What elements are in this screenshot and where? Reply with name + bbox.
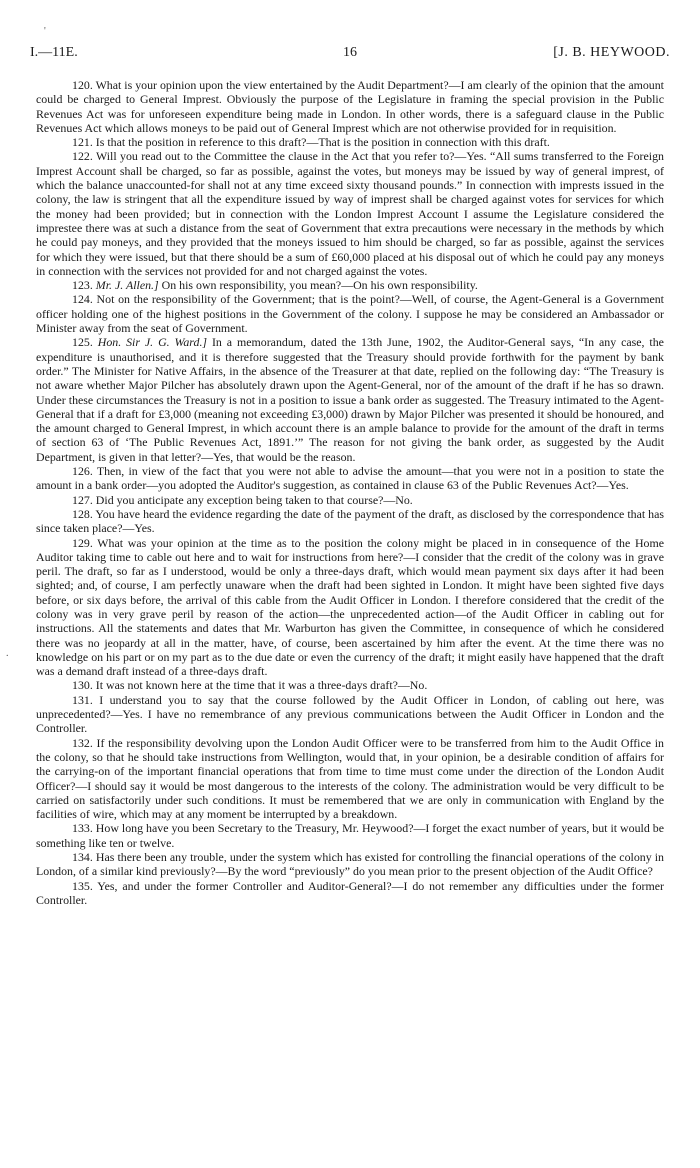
question-number: 123. — [72, 278, 93, 293]
question-text: Then, in view of the fact that you were not able to advise the amount—that you were not in a position to state the amount in a bank order—you adopted the Auditor's suggestion, as contained in clause 63 of the Public Revenues Act?—Yes. — [36, 464, 664, 493]
question-number: 133. — [72, 821, 93, 836]
question-paragraph — [36, 149, 664, 278]
margin-mark-top: ' — [44, 26, 46, 37]
question-paragraph — [36, 693, 664, 736]
question-paragraph — [36, 278, 664, 292]
question-text: On his own responsibility, you mean?—On his own responsibility. — [161, 278, 478, 293]
question-text: Has there been any trouble, under the system which has existed for controlling the financial operations of the colony in London, of a similar kind previously?—By the word “previously” do you mean prior to the present objection of the Audit Office? — [36, 850, 664, 879]
page-number: 16 — [343, 45, 357, 60]
question-number: 128. — [72, 506, 93, 521]
question-number: 120. — [72, 78, 93, 92]
question-number: 125. — [72, 335, 93, 350]
question-paragraph — [36, 335, 664, 464]
question-paragraph — [36, 736, 664, 822]
question-text: In a memorandum, dated the 13th June, 1902, the Auditor-General says, “In any case, the expenditure is unauthorised, and it is therefore suggested that the Treasury should provide forthwith for the payment by bank order.” The Minister for Native Affairs, in the absence of the Treasurer at that date, replied on the following day: “The Treasury is not aware whether Major Pilcher has absolutely drawn upon the Agent-General, nor of the amount of the draft if he has so drawn. Under these circumstances the Treasury is not in a position to issue a bank order as suggested. The Treasury intimated to the Agent-General that if a draft for £3,000 (meaning not exceeding £3,000) drawn by Major Pilcher was presented it should be honoured, and the amount charged to General Imprest, in which account there is an ample balance to provide for the amount of the draft in terms of section 63 of ‘The Public Revenues Act, 1891.’” The reason for not giving the bank order, as suggested by the Audit Department, is given in that letter?—Yes, that would be the reason. — [36, 335, 664, 464]
question-number: 129. — [72, 535, 93, 550]
question-number: 131. — [72, 692, 93, 707]
speaker-label: Mr. J. Allen.] — [95, 278, 159, 293]
margin-mark-left: . — [6, 648, 9, 659]
question-text: Will you read out to the Committee the clause in the Act that you refer to?—Yes. “All sums transferred to the Foreign Imprest Account shall be charged, so far as possible, against the votes, but moneys may be issued by way of general imprest, of which the balance unaccounted-for shall not at any time exceed sixty thousand pounds.” In connection with imprests issued in the colony, the law is stringent that all the expenditure issued by way of imprest shall be charged against votes for services for which the money had been provided; but in connection with the London Imprest Account I assume the Legislature considered the imprestee there was at such a distance from the seat of Government that extra precautions were necessary in the methods by which he could pay moneys, and they provided that the moneys issued to him should be charged, so far as possible, against the services for which they were issued, but that there should be a sum of £60,000 placed at his disposal out of which he could pay any moneys in connection with the services not provided for and not charged against the votes. — [36, 149, 664, 278]
question-number: 124. — [72, 292, 93, 307]
question-text: Is that the position in reference to this draft?—That is the position in connection with this draft. — [95, 135, 550, 150]
question-paragraph — [36, 135, 664, 149]
question-paragraph — [36, 536, 664, 679]
question-text: It was not known here at the time that it was a three-days draft?—No. — [95, 678, 428, 693]
question-paragraph — [36, 850, 664, 879]
question-text: What is your opinion upon the view entertained by the Audit Department?—I am clearly of the opinion that the amount could be charged to General Imprest. Obviously the purpose of the Legislature in framing the special provision in the Public Revenues Act was for unforeseen expenditure being made in London. In other words, there is a safeguard clause in the Public Revenues Act which allows moneys to be paid out of General Imprest which are not otherwise provided for in requisition. — [36, 78, 664, 135]
question-text: Did you anticipate any exception being taken to that course?—No. — [95, 492, 413, 507]
question-number: 134. — [72, 850, 93, 865]
question-text: How long have you been Secretary to the Treasury, Mr. Heywood?—I forget the exact number of years, but it would be something like ten or twelve. — [36, 821, 664, 850]
question-number: 130. — [72, 678, 93, 693]
witness-name: [J. B. HEYWOOD. — [553, 45, 670, 60]
question-text: Yes, and under the former Controller and Auditor-General?—I do not remember any difficulties under the former Controller. — [36, 878, 665, 907]
question-paragraph — [36, 879, 664, 908]
question-paragraph — [36, 464, 664, 493]
question-number: 126. — [72, 464, 93, 479]
question-text: If the responsibility devolving upon the London Audit Officer were to be transferred from him to the Audit Office in the colony, so that he should take instructions from Wellington, would that, in your opinion, be a desirable condition of affairs for the carrying-on of the important financial operations that from time to time must come under the direction of the London Audit Officer?—I should say it would be most dangerous to the interests of the colony. The administration would be very difficult to be carried on satisfactorily under such conditions. It must be remembered that we are only in communication with England by the facilities of wire, which may at any moment be interrupted by a breakdown. — [36, 735, 664, 822]
page-header — [30, 45, 670, 67]
question-number: 121. — [72, 135, 93, 150]
question-number: 132. — [72, 735, 93, 750]
question-text: Not on the responsibility of the Government; that is the point?—Well, of course, the Agent-General is a Government officer holding one of the highest positions in the Government of the colony. I suppose he may be considered an Ambassador or Minister away from the seat of Government. — [36, 292, 664, 336]
question-paragraph — [36, 507, 664, 536]
question-number: 127. — [72, 492, 93, 507]
question-number: 135. — [72, 878, 93, 893]
question-paragraph — [36, 78, 664, 135]
speaker-label: Hon. Sir J. G. Ward.] — [97, 335, 208, 350]
question-text: You have heard the evidence regarding the date of the payment of the draft, as disclosed by the correspondence that has since taken place?—Yes. — [36, 506, 664, 536]
question-number: 122. — [72, 149, 93, 164]
evidence-body — [36, 78, 664, 907]
question-paragraph — [36, 821, 664, 850]
question-paragraph — [36, 493, 664, 507]
document-reference: I.—11E. — [30, 45, 78, 60]
question-paragraph — [36, 292, 664, 335]
question-text: What was your opinion at the time as to the position the colony might be placed in in consequence of the Home Auditor taking time to cable out here and to wait for instructions from here?—I consider that the credit of the colony was in grave peril. The draft, so far as I understood, would be only a three-days draft, which would mean payment six days after it had been sighted; and, of course, I am perfectly unaware when the draft had been sighted in London. It might have been sighted five days before, or six days before, the arrival of this cable from the Audit Officer in London. I therefore considered that the credit of the colony was in very grave peril by reason of the action—the unprecedented action—of the Audit Officer in cabling out for instructions. All the statements and dates that Mr. Warburton has given the Committee, in consequence of which he considered there was no jeopardy at all in the matter, have, of course, been ascertained by him after the event. At the time there was no knowledge on his part or on my part as to the due date or even the currency of the draft; it might easily have happened that the draft was a demand draft instead of a three-days draft. — [36, 535, 665, 679]
question-text: I understand you to say that the course followed by the Audit Officer in London, of cabling out here, was unprecedented?—Yes. I have no remembrance of any previous communications between the Audit Officer in London and the Controller. — [36, 692, 664, 736]
question-paragraph — [36, 678, 664, 692]
